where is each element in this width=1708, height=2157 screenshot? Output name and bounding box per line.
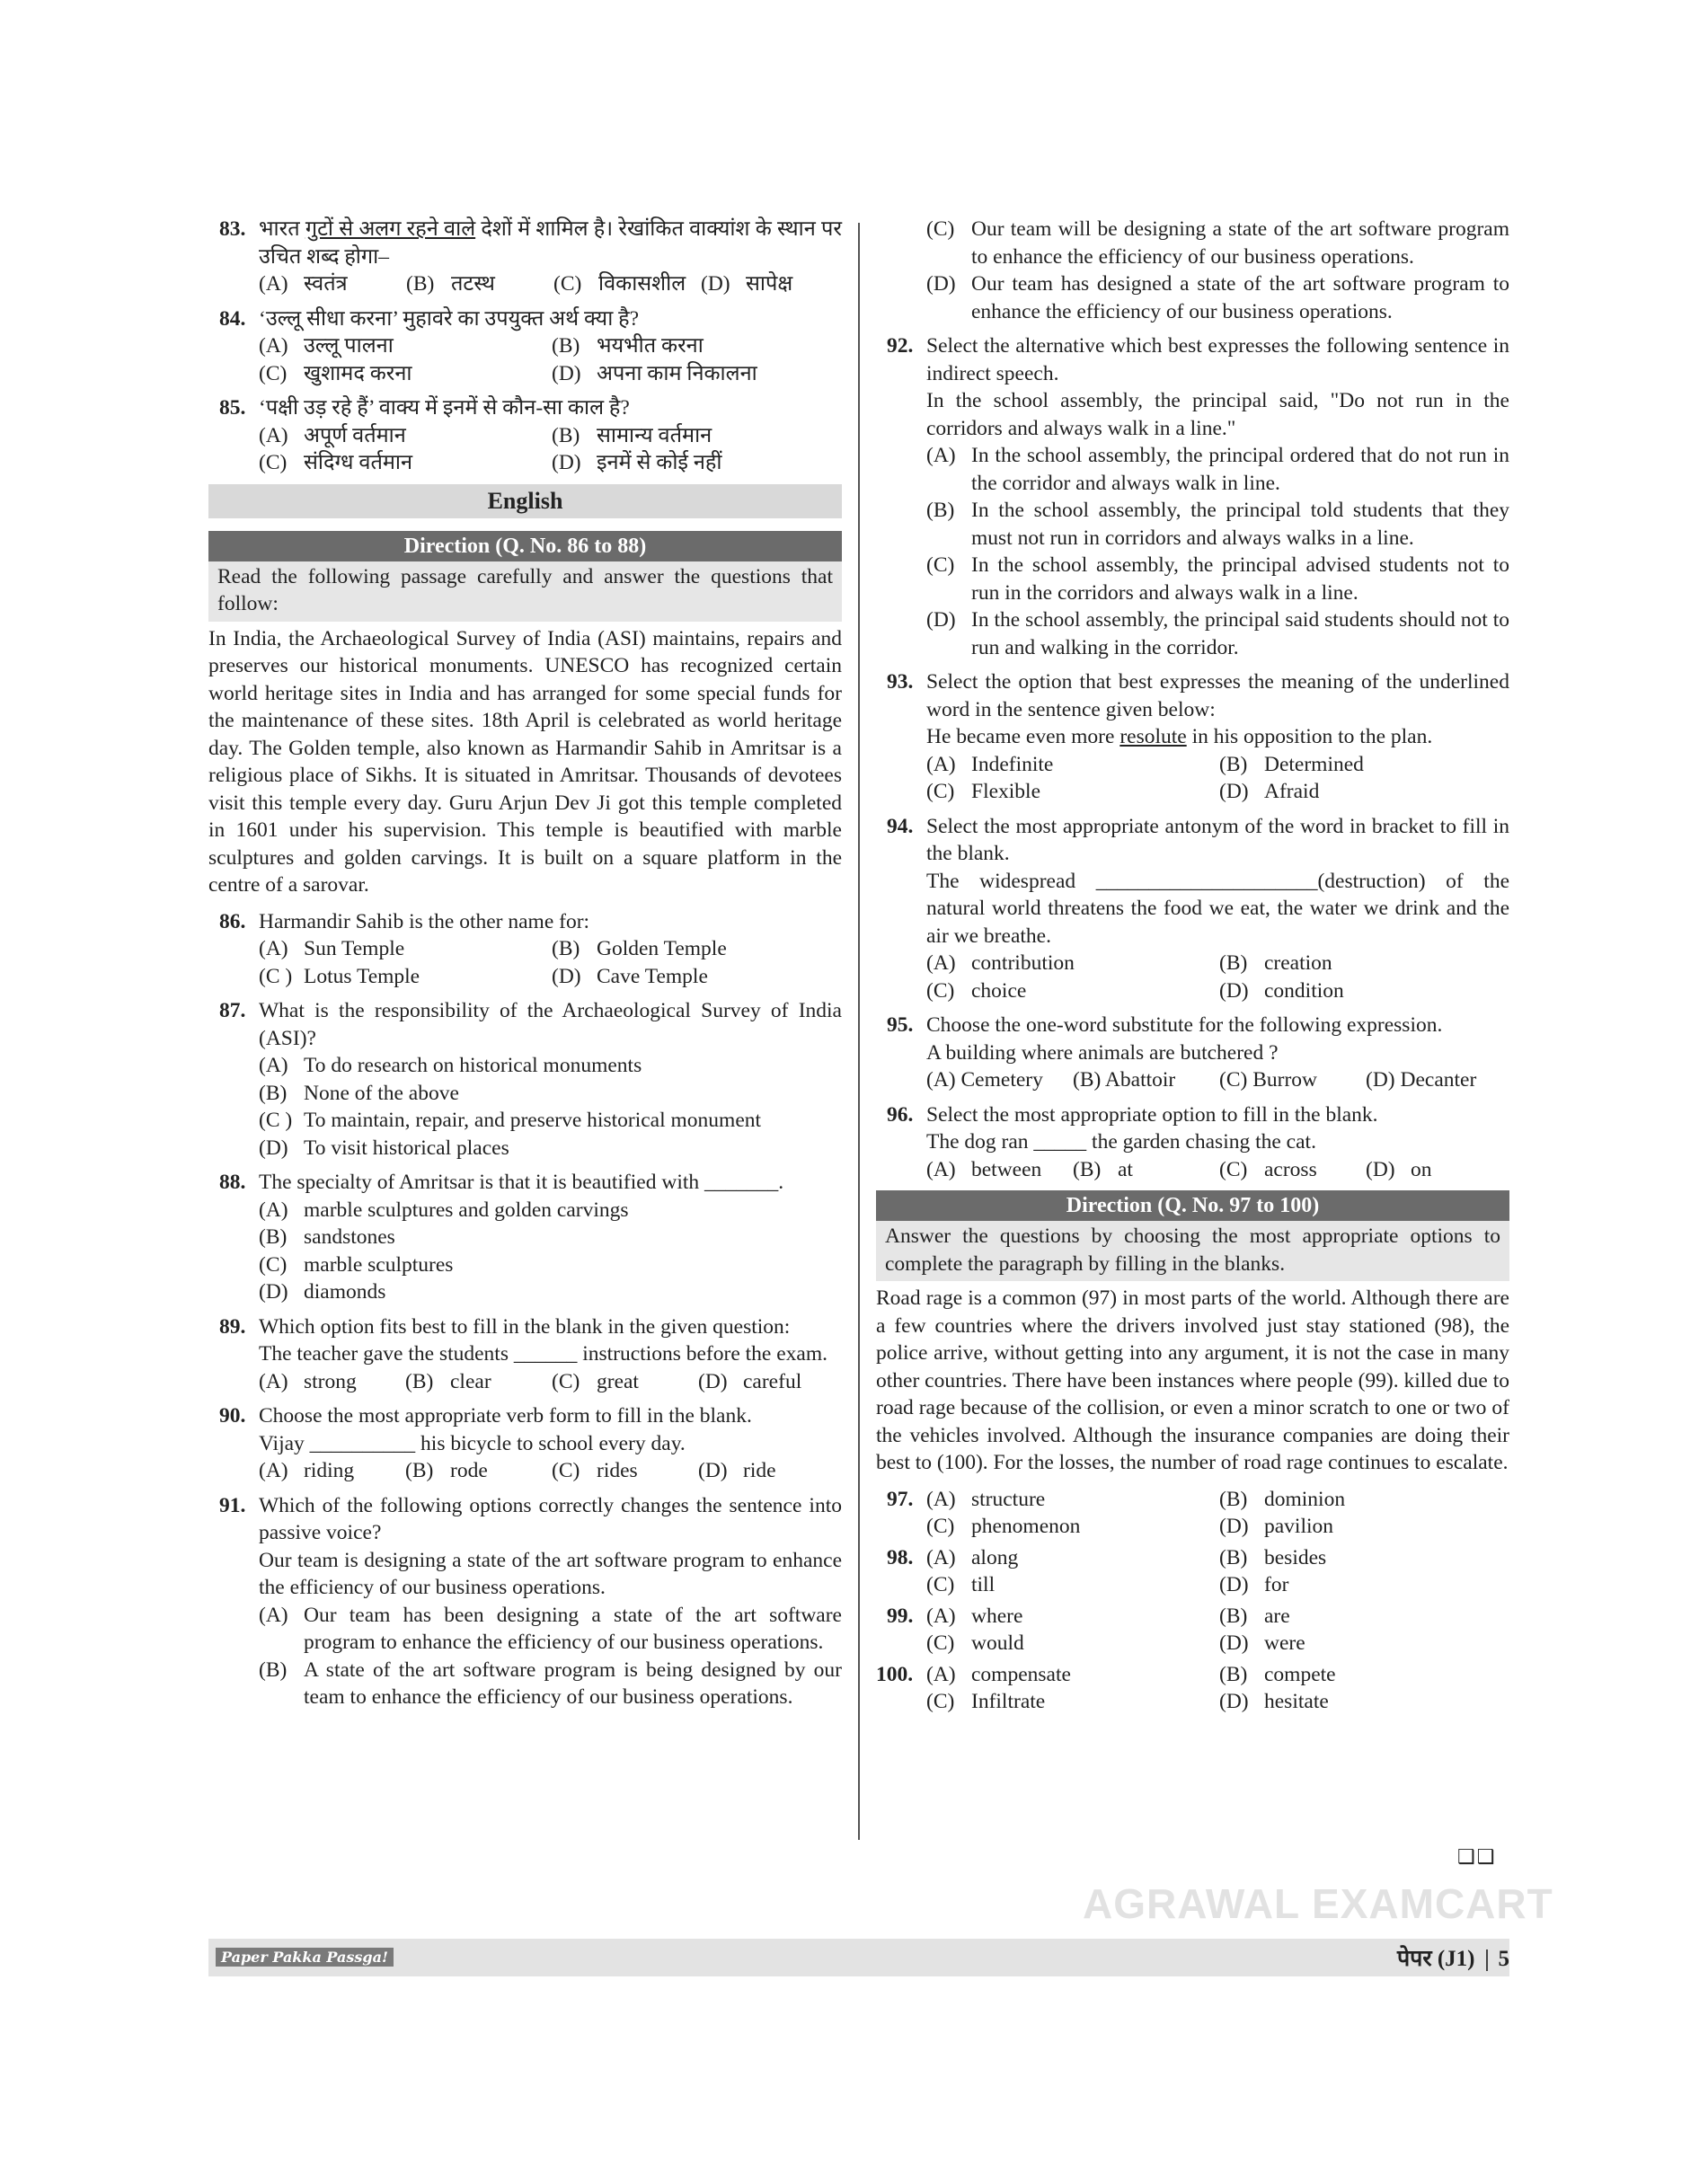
option-label: (B) <box>1219 1487 1248 1511</box>
question-text: Choose the one-word substitute for the following expression. <box>926 1013 1443 1037</box>
question-number: 98. <box>887 1545 914 1569</box>
question-number: 91. <box>219 1493 246 1517</box>
question-number: 93. <box>887 670 914 694</box>
question-text: ‘उल्लू सीधा करना’ मुहावरे का उपयुक्त अर्थ क्या है? <box>259 306 640 331</box>
option-label: (B) <box>1073 1157 1102 1181</box>
option-label: (C) <box>259 451 288 474</box>
question-number: 99. <box>887 1604 914 1628</box>
direction-heading: Direction (Q. No. 97 to 100) <box>876 1190 1509 1221</box>
option-d[interactable]: (D) To visit historical places <box>259 1135 842 1162</box>
option-label: (C) <box>926 780 955 803</box>
option-label: (B) <box>552 937 580 960</box>
option-label: (C) <box>926 217 955 241</box>
options <box>259 1457 842 1485</box>
option-label: (C) <box>926 1631 955 1655</box>
option-b[interactable]: (B) dominion <box>1219 1486 1509 1514</box>
option-b[interactable]: (B) besides <box>1219 1544 1509 1572</box>
option-b[interactable]: (B) सामान्य वर्तमान <box>552 422 842 450</box>
option-c[interactable]: (C) would <box>926 1630 1219 1658</box>
option-label: (A) <box>259 937 288 960</box>
question-96 <box>876 1101 1509 1184</box>
section-title-english: English <box>208 484 842 518</box>
option-label: (D) <box>698 1369 728 1393</box>
option-label: (B) <box>1219 1662 1248 1686</box>
question-91-continued <box>876 216 1509 325</box>
option-b[interactable]: (B) Golden Temple <box>552 935 842 963</box>
option-label: (D) <box>259 1280 288 1304</box>
option-a[interactable]: (A) अपूर्ण वर्तमान <box>259 422 552 450</box>
question-stem: A building where animals are butchered ? <box>926 1040 1279 1065</box>
option-a[interactable]: (A) contribution <box>926 950 1219 977</box>
option-c[interactable]: (C) rides <box>552 1457 698 1485</box>
question-number: 100. <box>876 1662 914 1686</box>
brand-logo: Paper Pakka Pass​ga! <box>216 1948 394 1967</box>
option-label: (A) <box>926 1157 956 1181</box>
option-label: (D) <box>1219 1631 1249 1655</box>
option-label: (D) <box>1219 1515 1249 1538</box>
option-label: (C) <box>926 1690 955 1713</box>
option-label: (A) <box>259 334 288 358</box>
options <box>926 751 1509 806</box>
option-c[interactable]: (C) great <box>552 1368 698 1396</box>
left-column <box>208 216 842 1719</box>
option-d[interactable]: (D) इनमें से कोई नहीं <box>552 449 842 477</box>
option-label: (C) <box>259 1252 288 1277</box>
option-b[interactable]: (B) Determined <box>1219 751 1509 779</box>
option-label: (A) <box>926 1662 956 1686</box>
option-a[interactable]: (A) Cemetery <box>926 1068 1043 1092</box>
right-column <box>876 216 1509 1719</box>
option-label: (C) <box>1219 1157 1248 1181</box>
question-number: 88. <box>219 1171 246 1194</box>
option-b[interactable]: (B) भयभीत करना <box>552 332 842 360</box>
option-label: (C) <box>552 1369 580 1393</box>
option-b[interactable]: (B) at <box>1073 1156 1219 1184</box>
question-86 <box>208 908 842 991</box>
option-a[interactable]: (A) उल्लू पालना <box>259 332 552 360</box>
question-99 <box>876 1603 1509 1658</box>
option-label: (A) <box>259 1459 288 1482</box>
option-a[interactable]: (A) strong <box>259 1368 405 1396</box>
question-number: 85. <box>219 396 246 420</box>
option-label: (D) <box>1219 780 1249 803</box>
question-91 <box>208 1492 842 1711</box>
question-stem: The teacher gave the students ______ instructions before the exam. <box>259 1342 827 1366</box>
option-label: (B) <box>259 1658 288 1682</box>
option-c[interactable]: (C) till <box>926 1571 1219 1599</box>
question-text: ‘पक्षी उड़ रहे हैं’ वाक्य में इनमें से कौन-सा काल है? <box>259 396 630 420</box>
question-number: 92. <box>887 334 914 358</box>
option-d[interactable]: (D) In the school assembly, the principal said students should not to run and walking in the corridor. <box>926 608 1509 659</box>
option-a[interactable]: (A) Indefinite <box>926 751 1219 779</box>
option-label: (B) <box>259 1081 288 1105</box>
option-c[interactable]: (C ) Lotus Temple <box>259 963 552 991</box>
question-number: 84. <box>219 306 246 331</box>
option-c[interactable]: (C) खुशामद करना <box>259 360 552 388</box>
question-number: 94. <box>887 814 914 838</box>
options <box>926 1066 1509 1094</box>
question-stem: He became even more resolute in his opposition to the plan. <box>926 725 1433 748</box>
option-c[interactable]: (C) Burrow <box>1219 1068 1317 1092</box>
option-c[interactable]: (C) Our team will be designing a state of the art software program to enhance the efficiency of our business operations. <box>926 217 1509 269</box>
option-label: (C) <box>926 553 955 577</box>
option-label: (B) <box>926 499 955 522</box>
option-label: (A) <box>926 1487 956 1511</box>
option-label: (C) <box>259 361 288 385</box>
option-label: (D) <box>698 1459 728 1482</box>
option-a[interactable]: (A) structure <box>926 1486 1219 1514</box>
option-label: (B) <box>405 1459 434 1482</box>
question-stem: The widespread _____________________(destruction) of the natural world threatens the food we eat, the water we drink and the air we breathe. <box>926 869 1509 948</box>
question-number: 95. <box>887 1013 914 1037</box>
column-divider <box>858 223 860 1840</box>
option-label: (A) <box>259 272 288 296</box>
options <box>926 1661 1509 1716</box>
option-d[interactable]: (D) pavilion <box>1219 1513 1509 1541</box>
option-label: (C) <box>552 1459 580 1482</box>
option-label: (A) <box>259 1603 288 1627</box>
footer-separator <box>1486 1949 1488 1971</box>
option-a[interactable]: (A) riding <box>259 1457 405 1485</box>
option-label: (B) <box>1219 752 1248 776</box>
option-label: (C) <box>926 978 955 1003</box>
options <box>259 422 842 477</box>
option-label: (C ) <box>259 964 293 988</box>
option-a[interactable]: (A) compensate <box>926 1661 1219 1689</box>
options <box>926 950 1509 1004</box>
option-b[interactable]: (B) In the school assembly, the principal told students that they must not run in corridors and always walks in a line. <box>926 499 1509 550</box>
question-text: Choose the most appropriate verb form to fill in the blank. <box>259 1404 752 1428</box>
option-label: (A) <box>259 1054 288 1077</box>
option-label: (A) <box>926 1545 956 1569</box>
footer-page-info <box>1397 1942 1509 1973</box>
option-b[interactable]: (B) creation <box>1219 950 1509 977</box>
option-label: (B) <box>552 334 580 358</box>
question-text: Select the option that best expresses the meaning of the underlined word in the sentence given below: <box>926 670 1509 721</box>
option-label: (D) <box>552 451 581 474</box>
option-a[interactable]: (A) where <box>926 1603 1219 1631</box>
direction-instruction: Answer the questions by choosing the most appropriate options to complete the paragraph by filling in the blanks. <box>876 1221 1509 1281</box>
option-a[interactable]: (A) between <box>926 1156 1073 1184</box>
option-b[interactable]: (B) sandstones <box>259 1224 842 1251</box>
question-92 <box>876 332 1509 661</box>
cloze-passage: Road rage is a common (97) in most parts of the world. Although there are a few countries where the drivers involved just stay stationed (98), the police arrive, without getting into any argument, it is not the case in many other countries. There have been instances where people (99). killed due to road rage because of the collision, or even a minor scratch to one or two of the vehicles involved. Although the insurance companies are doing their best to (100). For the losses, the number of road rage continues to escalate. <box>876 1286 1509 1474</box>
option-d[interactable]: (D) careful <box>698 1368 842 1396</box>
question-stem: Vijay __________ his bicycle to school every day. <box>259 1431 686 1455</box>
option-c[interactable]: (C) Infiltrate <box>926 1688 1219 1716</box>
option-b[interactable]: (B) rode <box>405 1457 552 1485</box>
option-c[interactable]: (C ) To maintain, repair, and preserve historical monument <box>259 1107 842 1135</box>
option-b[interactable]: (B) compete <box>1219 1661 1509 1689</box>
option-label: (A) <box>926 1604 956 1628</box>
option-d[interactable]: (D) were <box>1219 1630 1509 1658</box>
question-98 <box>876 1544 1509 1599</box>
option-b[interactable]: (B) A state of the art software program is being designed by our team to enhance the efficiency of our business operations. <box>259 1658 842 1709</box>
option-label: (A) <box>926 752 956 776</box>
question-95 <box>876 1012 1509 1094</box>
option-b[interactable]: (B) Abattoir <box>1073 1068 1176 1092</box>
option-label: (A) <box>259 1198 288 1222</box>
option-b[interactable]: (B) None of the above <box>259 1080 842 1108</box>
question-text: Select the most appropriate antonym of the word in bracket to fill in the blank. <box>926 814 1509 865</box>
option-c[interactable]: (C) In the school assembly, the principal advised students not to run in the corridors and always walk in a line. <box>926 553 1509 605</box>
question-stem: Our team is designing a state of the art software program to enhance the efficiency of our business operations. <box>259 1548 842 1599</box>
question-text: What is the responsibility of the Archaeological Survey of India (ASI)? <box>259 999 842 1050</box>
footer-bar <box>208 1939 1509 1976</box>
option-d[interactable]: (D) on <box>1366 1156 1509 1184</box>
page-number: 5 <box>1498 1947 1509 1971</box>
option-label: (C) <box>553 272 582 296</box>
option-label: (C) <box>926 1515 955 1538</box>
option-d[interactable]: (D) अपना काम निकालना <box>552 360 842 388</box>
question-94 <box>876 813 1509 1005</box>
question-number: 86. <box>219 909 246 933</box>
reading-passage: In India, the Archaeological Survey of India (ASI) maintains, repairs and preserves our historical monuments. UNESCO has recognized certain world heritage sites in India and has arranged for some special funds for the maintenance of these sites. 18th April is celebrated as world heritage day. The Golden temple, also known as Harmandir Sahib in Amritsar is a religious place of Sikhs. It is situated in Amritsar. Thousands of devotees visit this temple every day. Guru Arjun Dev Ji got this temple completed in 1601 under his supervision. This temple is beautified with marble sculptures and golden carvings. It is built on a square platform in the centre of a sarovar. <box>208 626 842 897</box>
option-d[interactable]: (D) Afraid <box>1219 778 1509 806</box>
option-c[interactable]: (C) marble sculptures <box>259 1251 842 1279</box>
option-label: (D) <box>1219 978 1249 1003</box>
question-number: 97. <box>887 1487 914 1511</box>
options <box>259 935 842 990</box>
option-c[interactable]: (C) across <box>1219 1156 1366 1184</box>
option-label: (B) <box>1219 951 1248 975</box>
option-label: (B) <box>1219 1604 1248 1628</box>
option-label: (B) <box>259 1225 288 1249</box>
options <box>259 1368 842 1396</box>
option-d[interactable]: (D) diamonds <box>259 1278 842 1306</box>
question-97 <box>876 1486 1509 1541</box>
option-c[interactable]: (C) विकासशील <box>553 270 701 298</box>
option-a[interactable]: (A) Sun Temple <box>259 935 552 963</box>
option-label: (B) <box>552 423 580 447</box>
question-83 <box>208 216 842 298</box>
option-d[interactable]: (D) ride <box>698 1457 842 1485</box>
option-d[interactable]: (D) for <box>1219 1571 1509 1599</box>
question-stem: The dog ran _____ the garden chasing the cat. <box>926 1130 1316 1154</box>
option-a[interactable]: (A) स्वतंत्र <box>259 270 406 298</box>
option-label: (C ) <box>259 1109 293 1132</box>
options <box>926 1486 1509 1541</box>
question-90 <box>208 1402 842 1485</box>
direction-heading: Direction (Q. No. 86 to 88) <box>208 531 842 561</box>
option-c[interactable]: (C) संदिग्ध वर्तमान <box>259 449 552 477</box>
options <box>926 1156 1509 1184</box>
option-c[interactable]: (C) choice <box>926 977 1219 1005</box>
option-b[interactable]: (B) तटस्थ <box>406 270 553 298</box>
question-87 <box>208 997 842 1162</box>
option-d[interactable]: (D) condition <box>1219 977 1509 1005</box>
options <box>926 1603 1509 1658</box>
option-a[interactable]: (A) Our team has been designing a state of the art software program to enhance the efficiency of our business operations. <box>259 1603 842 1654</box>
question-number: 90. <box>219 1404 246 1428</box>
question-text: Select the most appropriate option to fill in the blank. <box>926 1102 1378 1127</box>
option-b[interactable]: (B) clear <box>405 1368 552 1396</box>
option-d[interactable]: (D) Decanter <box>1366 1068 1477 1092</box>
question-88 <box>208 1169 842 1306</box>
underlined-word: resolute <box>1119 725 1187 748</box>
option-label: (B) <box>1219 1545 1248 1569</box>
option-c[interactable]: (C) Flexible <box>926 778 1219 806</box>
option-a[interactable]: (A) In the school assembly, the principal ordered that do not run in the corridor and always walk in line. <box>926 444 1509 495</box>
end-of-section-marks: ❑❑ <box>1457 1845 1497 1868</box>
option-d[interactable]: (D) Our team has designed a state of the art software program to enhance the efficiency of our business operations. <box>926 272 1509 323</box>
question-100 <box>876 1661 1509 1716</box>
option-label: (A) <box>259 1369 288 1393</box>
question-text: Which option fits best to fill in the blank in the given question: <box>259 1314 791 1339</box>
question-text: Harmandir Sahib is the other name for: <box>259 909 590 933</box>
option-label: (D) <box>701 272 730 296</box>
watermark: AGRAWAL EXAMCART <box>1083 1880 1553 1927</box>
question-number: 83. <box>219 217 246 241</box>
option-label: (D) <box>1219 1573 1249 1596</box>
option-label: (A) <box>926 444 956 467</box>
question-number: 89. <box>219 1314 246 1339</box>
question-number: 96. <box>887 1102 914 1127</box>
option-label: (D) <box>926 272 956 296</box>
option-d[interactable]: (D) hesitate <box>1219 1688 1509 1716</box>
option-d[interactable]: (D) Cave Temple <box>552 963 842 991</box>
option-label: (C) <box>926 1573 955 1596</box>
option-b[interactable]: (B) are <box>1219 1603 1509 1631</box>
option-label: (D) <box>552 964 581 988</box>
question-85 <box>208 394 842 477</box>
question-84 <box>208 305 842 388</box>
question-stem: In the school assembly, the principal said, "Do not run in the corridors and always walk in a line." <box>926 389 1509 440</box>
question-89 <box>208 1313 842 1396</box>
question-93 <box>876 668 1509 806</box>
option-label: (A) <box>259 423 288 447</box>
options <box>259 332 842 387</box>
option-label: (D) <box>1366 1157 1395 1181</box>
underlined-phrase: गुटों से अलग रहने वाले <box>305 217 476 241</box>
paper-code: पेपर (J1) <box>1396 1947 1475 1971</box>
options <box>259 270 842 298</box>
option-label: (B) <box>405 1369 434 1393</box>
option-label: (D) <box>259 1136 288 1160</box>
option-a[interactable]: (A) marble sculptures and golden carvings <box>259 1197 842 1224</box>
option-d[interactable]: (D) सापेक्ष <box>701 270 842 298</box>
question-text: Which of the following options correctly changes the sentence into passive voice? <box>259 1493 842 1544</box>
question-number: 87. <box>219 999 246 1022</box>
option-a[interactable]: (A) along <box>926 1544 1219 1572</box>
option-label: (D) <box>1219 1690 1249 1713</box>
options <box>926 1544 1509 1599</box>
question-text: Select the alternative which best expresses the following sentence in indirect speech. <box>926 334 1509 385</box>
option-label: (D) <box>926 608 956 632</box>
option-c[interactable]: (C) phenomenon <box>926 1513 1219 1541</box>
option-a[interactable]: (A) To do research on historical monuments <box>259 1052 842 1080</box>
option-label: (D) <box>552 361 581 385</box>
option-label: (A) <box>926 951 956 975</box>
question-text: भारत गुटों से अलग रहने वाले देशों में शामिल है। रेखांकित वाक्यांश के स्थान पर उचित शब्द होगा– <box>259 217 842 269</box>
direction-instruction: Read the following passage carefully and answer the questions that follow: <box>208 561 842 622</box>
question-text: The specialty of Amritsar is that it is beautified with _______. <box>259 1171 784 1194</box>
option-label: (B) <box>406 272 435 296</box>
